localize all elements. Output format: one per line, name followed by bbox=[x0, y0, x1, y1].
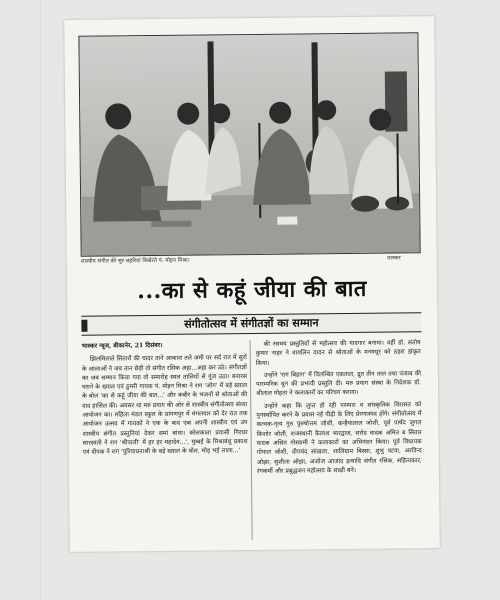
concert-photo bbox=[78, 32, 420, 257]
article-column-left bbox=[82, 340, 248, 460]
newspaper-clipping bbox=[64, 16, 440, 552]
column-divider bbox=[250, 340, 253, 540]
photo-credit: भास्कर bbox=[386, 255, 401, 262]
article-paragraph: उन्होंने कहा कि लुप्त हो रही परम्परा व सांस्कृतिक विरासत को पुनर्स्थापित करने के प्रयास नई पीढ़ी के लिए प्रेरणास्पद होंगे। संगीतोत्सव में कत्थक-नृत्य गुरु पुरुषोत्तम जोशी, कन्हैयालाल जोशी, पूर्व पार्षद जुगल किशोर जोशी, राजस्थानी कैलाश भारद्वाज, सरोद वादक अमित ब सितार वादक असित गोस्वामी ने कलाकारों का अभिनंदन किया। पूर्व विधायक गोपाल जोशी, दीपचंद सांखला, शालिग्राम बिस्सा, शुभु पटवा, अरविन्द ओझा, सुशीला ओझा, अजोज आजाद इत्यादि संगीत रसिक, सहित्यकार, रंगकर्मी और प्रबुद्धजन महोत्सव के साक्षी बने। bbox=[256, 401, 422, 475]
subheadline: संगीतोत्सव में संगीतज्ञों का सम्मान bbox=[184, 316, 319, 331]
subheadline-marker bbox=[81, 320, 87, 332]
article-paragraph: की रसमय प्रस्तुतियों से महोत्सव की यादगार बनाया। वहीं डॉ. संतोष कुमार नाहर ने वायलिन वादन से श्रोताओं के मनमयूर को ठहरा झंकृत किया। bbox=[255, 339, 421, 367]
headline: ...का से कहूं जीया की बात bbox=[137, 275, 368, 305]
dateline: भास्कर न्यूज, बीकानेर, 21 दिसंबर। bbox=[81, 341, 163, 350]
concert-photo-graphic bbox=[79, 33, 419, 256]
page-fold-shadow bbox=[40, 0, 41, 600]
article-column-right bbox=[256, 338, 422, 479]
article-paragraph: उन्होंने 'राग बिहाग' में विलम्बित एकताल, द्रुत तीन ताल तथा पंजाब की पारम्परिक धुन की प्रभावी प्रस्तुति दी। मरु प्रयाग संस्था के निदेशक डॉ. श्रीलाल मोहता ने कलाकारों का परिचय कराया। bbox=[256, 370, 422, 398]
subheadline-box bbox=[81, 312, 421, 336]
article-paragraph: झिलमिलाते सितारों की चादर ताने आकाश तले जमी पर सर्द रात में सुरों के आलाओं ने जब तान छेड़ी तो संगीत रसिक अहा...अहा कर उठे। संगीतज्ञों का जब सम्मान किया गया तो समारोह स्थल तालियों से गूंज उठा। बनारस घराने के ख्याल एवं ठुमरी गायक पं. मोहन मिश्रा ने राग 'जोग' में बड़े ख्याल के बोल 'का से कहूं जीया की बात...' और कबीर के भजनों से श्रोताओं की दाद हासिल की। अवसर था मरु प्रयाग की ओर से शास्त्रीय संगीतोत्सव संध्या आयोजन का। महिला मंडल स्कूल के प्रांगणपुर में मंगलवार को देर रात तक आयोजन उत्सव में गायकों ने एक के बाद एक अपनी शास्त्रीय एवं उप शास्त्रीय संगीत प्रस्तुतियां देकर समां बांधा। कोलकाता प्रवासी गिरधर सारस्वती ने राग 'श्रीपाली' में हर हर महादेव...', मुम्बई के मिश्राबंधु प्रकाश एवं दीपक ने राग 'पुरियाधनाश्री के बड़े ख्याल के बोल, मोड़ भई लाला...' bbox=[81, 354, 248, 457]
photo-caption: शास्त्रीय संगीत की सुर लहरियां बिखेरते पं. मोहन मिश्रा। bbox=[80, 257, 190, 265]
